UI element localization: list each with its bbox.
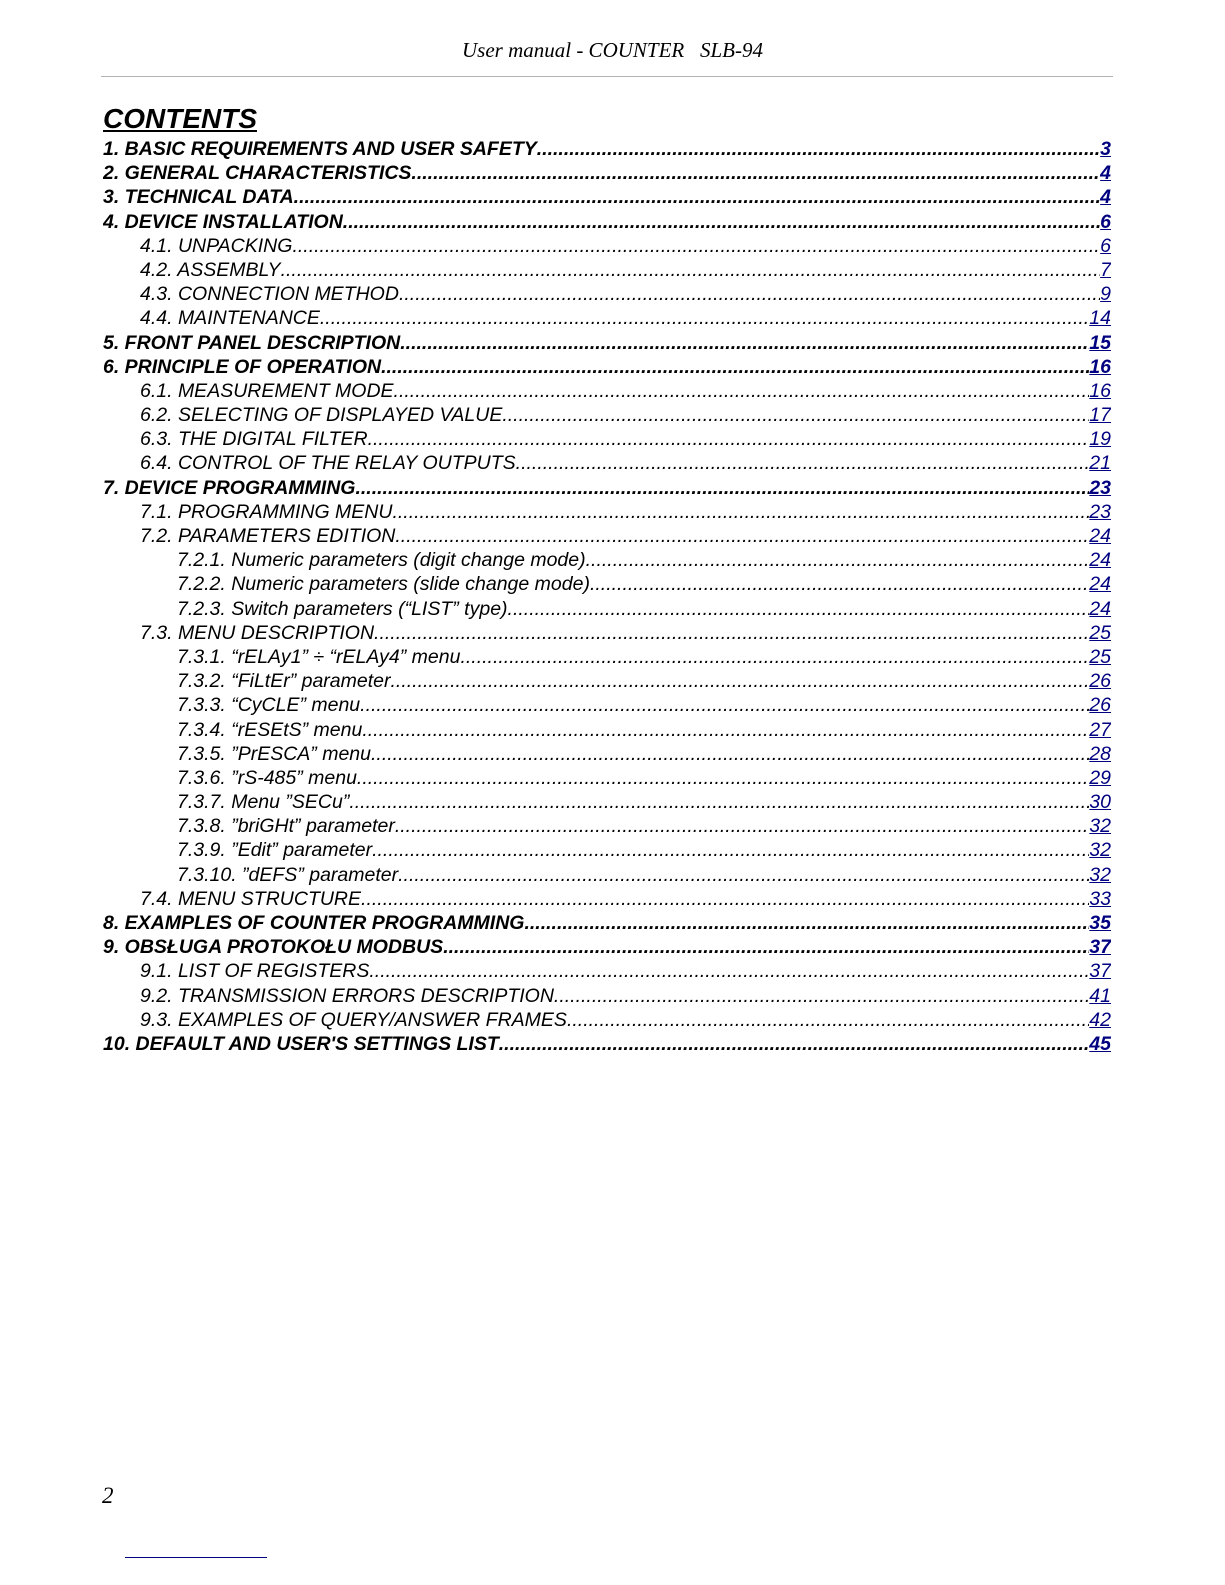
toc-entry-title: 6. PRINCIPLE OF OPERATION [103,355,382,378]
toc-entry[interactable] [103,356,1111,380]
toc-entry-title: 10. DEFAULT AND USER'S SETTINGS LIST [103,1032,499,1055]
dot-leader [590,573,1089,596]
toc-entry-title: 9.3. EXAMPLES OF QUERY/ANSWER FRAMES [140,1008,567,1031]
toc-entry[interactable] [103,235,1111,259]
toc-page-link[interactable]: 28 [1089,742,1111,765]
dot-leader [508,598,1090,621]
toc-title: CONTENTS [103,103,257,134]
toc-entry[interactable] [103,573,1111,597]
toc-entry-title: 4.2. ASSEMBLY [140,258,281,281]
dot-leader [281,259,1101,282]
toc-entry[interactable] [103,936,1111,960]
toc-entry[interactable] [103,839,1111,863]
toc-page-link[interactable]: 25 [1089,621,1111,644]
toc-entry-title: 4.3. CONNECTION METHOD [140,283,399,306]
toc-entry-title: 7.1. PROGRAMMING MENU [140,500,393,523]
toc-page-link[interactable]: 37 [1089,960,1111,983]
toc-entry[interactable] [103,864,1111,888]
toc-entry[interactable] [103,1033,1111,1057]
dot-leader [502,404,1089,427]
toc-entry[interactable] [103,767,1111,791]
dot-leader [369,960,1089,983]
toc-page-link[interactable]: 41 [1089,984,1111,1007]
toc-entry-title: 7.3.8. ”briGHt” parameter [177,815,395,838]
toc-entry-title: 8. EXAMPLES OF COUNTER PROGRAMMING [103,912,525,934]
toc-entry-title: 2. GENERAL CHARACTERISTICS [103,162,412,185]
toc-entry-title: 4.1. UNPACKING [140,234,293,257]
toc-entry-title: 7.3.6. ”rS-485” menu [177,766,357,789]
toc-entry[interactable] [103,380,1111,404]
toc-page-link[interactable]: 32 [1089,815,1111,838]
dot-leader [362,719,1089,742]
toc-entry-title: 5. FRONT PANEL DESCRIPTION [103,331,401,354]
toc-entry[interactable] [103,549,1111,573]
toc-page-link[interactable]: 7 [1100,258,1111,281]
dot-leader [398,864,1089,887]
toc-page-link[interactable]: 16 [1089,355,1111,378]
dot-leader [399,283,1100,306]
dot-leader [443,936,1089,959]
toc-page-link[interactable]: 19 [1089,428,1111,451]
toc-page-link[interactable]: 23 [1089,500,1111,523]
dot-leader [320,307,1089,330]
toc-entry[interactable] [103,138,1111,162]
toc-entry[interactable] [103,960,1111,984]
toc-entry[interactable] [103,815,1111,839]
toc-entry-title: 7.3.4. “rESEtS” menu [177,718,363,741]
toc-page-link[interactable]: 4 [1100,162,1111,185]
toc-entry-title: 7.2.3. Switch parameters (“LIST” type) [177,597,508,620]
dot-leader [499,1033,1090,1056]
toc-page-link[interactable]: 16 [1089,379,1111,402]
toc-entry[interactable] [103,162,1111,186]
toc-entry-title: 7. DEVICE PROGRAMMING [103,476,356,499]
toc-entry-title: 7.3. MENU DESCRIPTION [140,621,375,644]
toc-entry[interactable] [103,283,1111,307]
running-header: User manual - COUNTER SLB-94 [461,38,763,62]
toc-entry[interactable] [103,598,1111,622]
toc-page-link[interactable]: 4 [1100,186,1111,209]
toc-page-link[interactable]: 42 [1089,1008,1111,1031]
dot-leader [292,235,1100,258]
page-number: 2 [102,1483,114,1508]
toc-entry[interactable] [103,646,1111,670]
toc-page-link[interactable]: 35 [1089,912,1111,934]
toc-page-link[interactable]: 32 [1089,863,1111,886]
header-divider [101,76,1113,77]
toc-page-link[interactable]: 6 [1100,210,1111,233]
toc-page-link[interactable]: 24 [1089,597,1111,620]
toc-page-link[interactable]: 30 [1089,791,1111,814]
toc-page-link[interactable]: 26 [1089,694,1111,717]
dot-leader [368,428,1090,451]
toc-entry[interactable] [103,985,1111,1009]
footnote-divider [125,1557,267,1558]
toc-entry[interactable] [103,622,1111,646]
toc-page-link[interactable]: 25 [1089,645,1111,668]
toc-entry-title: 4.4. MAINTENANCE [140,307,320,330]
dot-leader [372,839,1089,862]
dot-leader [586,549,1090,572]
toc-page-link[interactable]: 15 [1089,331,1111,354]
toc-page-link[interactable]: 24 [1089,573,1111,596]
toc-entry[interactable] [103,307,1111,331]
toc-entry[interactable] [103,477,1111,501]
toc-page-link[interactable]: 14 [1089,307,1111,330]
dot-leader [294,186,1100,209]
toc-entry[interactable] [103,525,1111,549]
dot-leader [355,477,1089,500]
toc-entry[interactable] [103,452,1111,476]
toc-entry[interactable] [103,719,1111,743]
toc-entry-title: 1. BASIC REQUIREMENTS AND USER SAFETY [103,138,537,160]
toc-entry-title: 9.2. TRANSMISSION ERRORS DESCRIPTION [140,984,554,1007]
dot-leader [567,1009,1089,1032]
toc-entry-title: 7.3.10. ”dEFS” parameter [177,863,399,886]
toc-page-link[interactable]: 32 [1089,839,1111,862]
toc-page-link[interactable]: 27 [1089,718,1111,741]
toc-entry-title: 6.1. MEASUREMENT MODE [140,379,394,402]
toc-entry-title: 7.3.2. “FiLtEr” parameter [177,670,391,693]
toc-entry[interactable] [103,404,1111,428]
toc-page-link[interactable]: 23 [1089,476,1111,499]
toc-entry[interactable] [103,791,1111,815]
toc-entry-title: 7.3.1. “rELAy1” ÷ “rELAy4” menu [177,645,461,668]
toc-page-link[interactable]: 6 [1100,234,1111,257]
dot-leader [395,525,1089,548]
toc-entry[interactable] [103,259,1111,283]
toc-entry[interactable] [103,743,1111,767]
toc-entry[interactable] [103,694,1111,718]
dot-leader [343,211,1100,234]
toc-page-link[interactable]: 24 [1089,525,1111,547]
table-of-contents [103,138,1111,1057]
toc-entry[interactable] [103,332,1111,356]
dot-leader [392,501,1089,524]
toc-entry-title: 7.3.9. ”Edit” parameter [177,839,373,862]
dot-leader [411,162,1100,185]
toc-entry-title: 7.3.5. ”PrESCA” menu [177,742,371,765]
toc-entry[interactable] [103,186,1111,210]
toc-page-link[interactable]: 21 [1089,452,1111,475]
toc-entry-title: 9.1. LIST OF REGISTERS [140,960,370,983]
dot-leader [400,332,1089,355]
dot-leader [395,815,1089,838]
toc-page-link[interactable]: 33 [1089,887,1111,910]
dot-leader [361,888,1089,911]
toc-page-link[interactable]: 29 [1089,766,1111,789]
dot-leader [374,622,1089,645]
toc-entry-title: 3. TECHNICAL DATA [103,186,294,209]
dot-leader [554,985,1089,1008]
toc-entry[interactable] [103,501,1111,525]
toc-page-link[interactable]: 9 [1100,283,1111,306]
toc-entry-title: 7.3.7. Menu ”SECu” [177,791,350,814]
toc-entry[interactable] [103,888,1111,912]
toc-page-link[interactable]: 26 [1089,670,1111,693]
dot-leader [537,138,1100,161]
toc-entry-title: 7.2. PARAMETERS EDITION [140,525,396,547]
dot-leader [516,452,1090,475]
dot-leader [349,791,1089,814]
toc-entry[interactable] [103,1009,1111,1033]
dot-leader [391,670,1090,693]
dot-leader [381,356,1089,379]
toc-entry-title: 7.4. MENU STRUCTURE [140,887,362,910]
dot-leader [394,380,1090,403]
toc-entry-title: 7.2.2. Numeric parameters (slide change mode) [177,573,590,596]
dot-leader [460,646,1089,669]
toc-entry-title: 6.3. THE DIGITAL FILTER [140,428,368,451]
toc-page-link[interactable]: 45 [1089,1032,1111,1055]
dot-leader [357,767,1089,790]
toc-entry-title: 6.2. SELECTING OF DISPLAYED VALUE [140,404,503,427]
toc-entry-title: 9. OBSŁUGA PROTOKOŁU MODBUS [103,936,444,959]
toc-page-link[interactable]: 24 [1089,549,1111,572]
toc-page-link[interactable]: 17 [1089,404,1111,427]
toc-entry[interactable] [103,912,1111,936]
dot-leader [524,912,1089,935]
toc-entry[interactable] [103,211,1111,235]
toc-page-link[interactable]: 37 [1089,936,1111,959]
toc-entry-title: 7.2.1. Numeric parameters (digit change mode) [177,549,586,572]
toc-entry-title: 7.3.3. “CyCLE” menu [177,694,361,717]
toc-entry[interactable] [103,428,1111,452]
dot-leader [360,694,1089,717]
toc-entry[interactable] [103,670,1111,694]
toc-page-link[interactable]: 3 [1100,138,1111,160]
toc-entry-title: 6.4. CONTROL OF THE RELAY OUTPUTS [140,452,516,475]
dot-leader [371,743,1089,766]
toc-entry-title: 4. DEVICE INSTALLATION [103,210,343,233]
